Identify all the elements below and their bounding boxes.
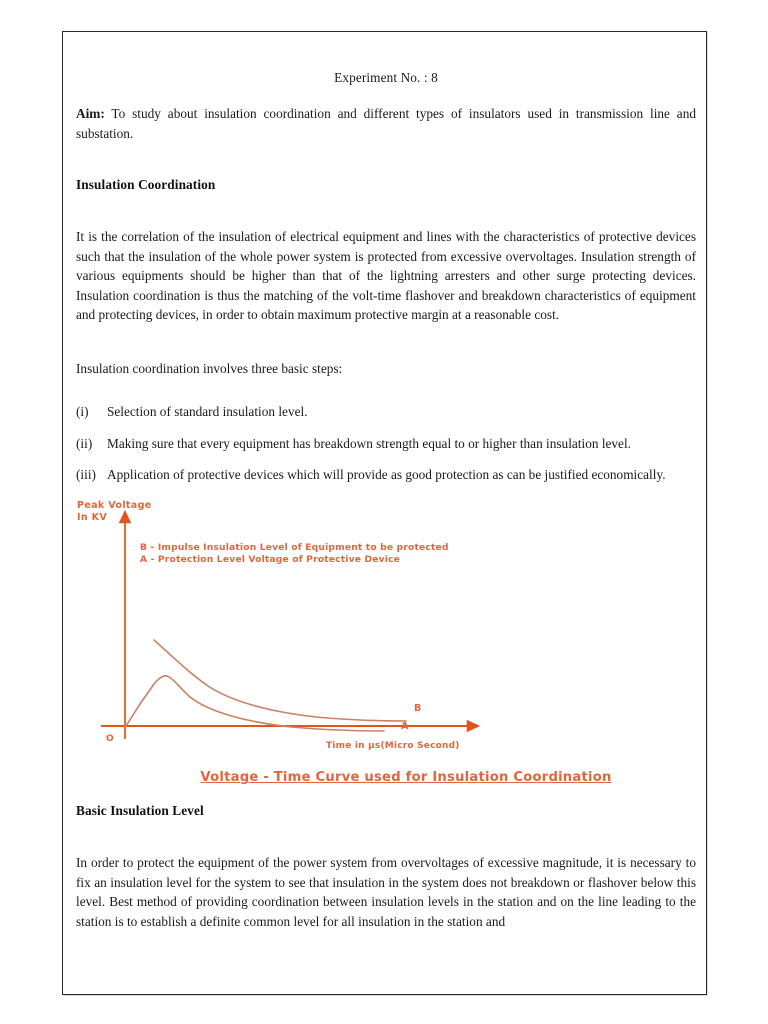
document-page bbox=[62, 31, 707, 995]
figure-caption: Voltage - Time Curve used for Insulation Coordination bbox=[200, 770, 612, 786]
aim-text: To study about insulation coordination and different types of insulators used in transmission line and substation. bbox=[76, 106, 696, 141]
x-axis-label: Time in µs(Micro Second) bbox=[326, 741, 460, 752]
list-item bbox=[76, 465, 696, 484]
y-axis-label-line2: In KV bbox=[77, 512, 108, 524]
section-paragraph-insulation-coordination: It is the correlation of the insulation of electrical equipment and lines with the characteristics of protective devices such that the insulation of the whole power system is protected from excessive overvoltages. Insulation strength of various equipments should be higher than that of the lightning arresters and other surge protecting devices. Insulation coordination is thus the matching of the volt-time flashover and breakdown characteristics of equipment and protecting devices, in order to obtain maximum protective margin at a reasonable cost. bbox=[76, 229, 696, 323]
list-item-marker: (i) bbox=[76, 404, 89, 420]
list-item-label: Making sure that every equipment has breakdown strength equal to or higher than insulation level. bbox=[107, 435, 631, 451]
series-label-a: A bbox=[401, 721, 409, 733]
voltage-time-curve-figure bbox=[76, 496, 696, 796]
aim-label: Aim: bbox=[76, 106, 105, 121]
aim-paragraph bbox=[76, 104, 696, 143]
section-paragraph-basic-insulation-level: In order to protect the equipment of the power system from overvoltages of excessive magnitude, it is necessary to fix an insulation level for the system to see that insulation in the system does not breakdown or flashover below this level. Best method of providing coordination between insulation levels in the station and on the line leading to the station is to establish a definite common level for all insulation in the station and bbox=[76, 855, 696, 929]
section-heading-insulation-coordination: Insulation Coordination bbox=[76, 177, 216, 193]
list-item-label: Selection of standard insulation level. bbox=[107, 404, 308, 420]
chart-svg bbox=[76, 496, 696, 796]
origin-label: O bbox=[106, 733, 114, 745]
page-title: Experiment No. : 8 bbox=[334, 70, 438, 85]
list-item-label: Application of protective devices which will provide as good protection as can be justified economically. bbox=[107, 466, 666, 482]
list-item-marker: (ii) bbox=[76, 435, 93, 451]
list-item bbox=[76, 402, 696, 421]
y-axis-label-line1: Peak Voltage bbox=[77, 500, 152, 512]
section-heading-basic-insulation-level: Basic Insulation Level bbox=[76, 803, 204, 819]
list-item bbox=[76, 434, 696, 453]
page-content bbox=[76, 32, 696, 994]
legend-entry-b: B - Impulse Insulation Level of Equipment to be protected bbox=[140, 542, 449, 554]
list-item-marker: (iii) bbox=[76, 466, 96, 482]
series-label-b: B bbox=[414, 703, 422, 715]
curve-series-b bbox=[154, 640, 406, 721]
legend-entry-a: A - Protection Level Voltage of Protective Device bbox=[140, 554, 401, 566]
steps-list bbox=[76, 402, 696, 484]
curve-series-a bbox=[126, 676, 384, 731]
steps-intro-text: Insulation coordination involves three basic steps: bbox=[76, 360, 343, 376]
